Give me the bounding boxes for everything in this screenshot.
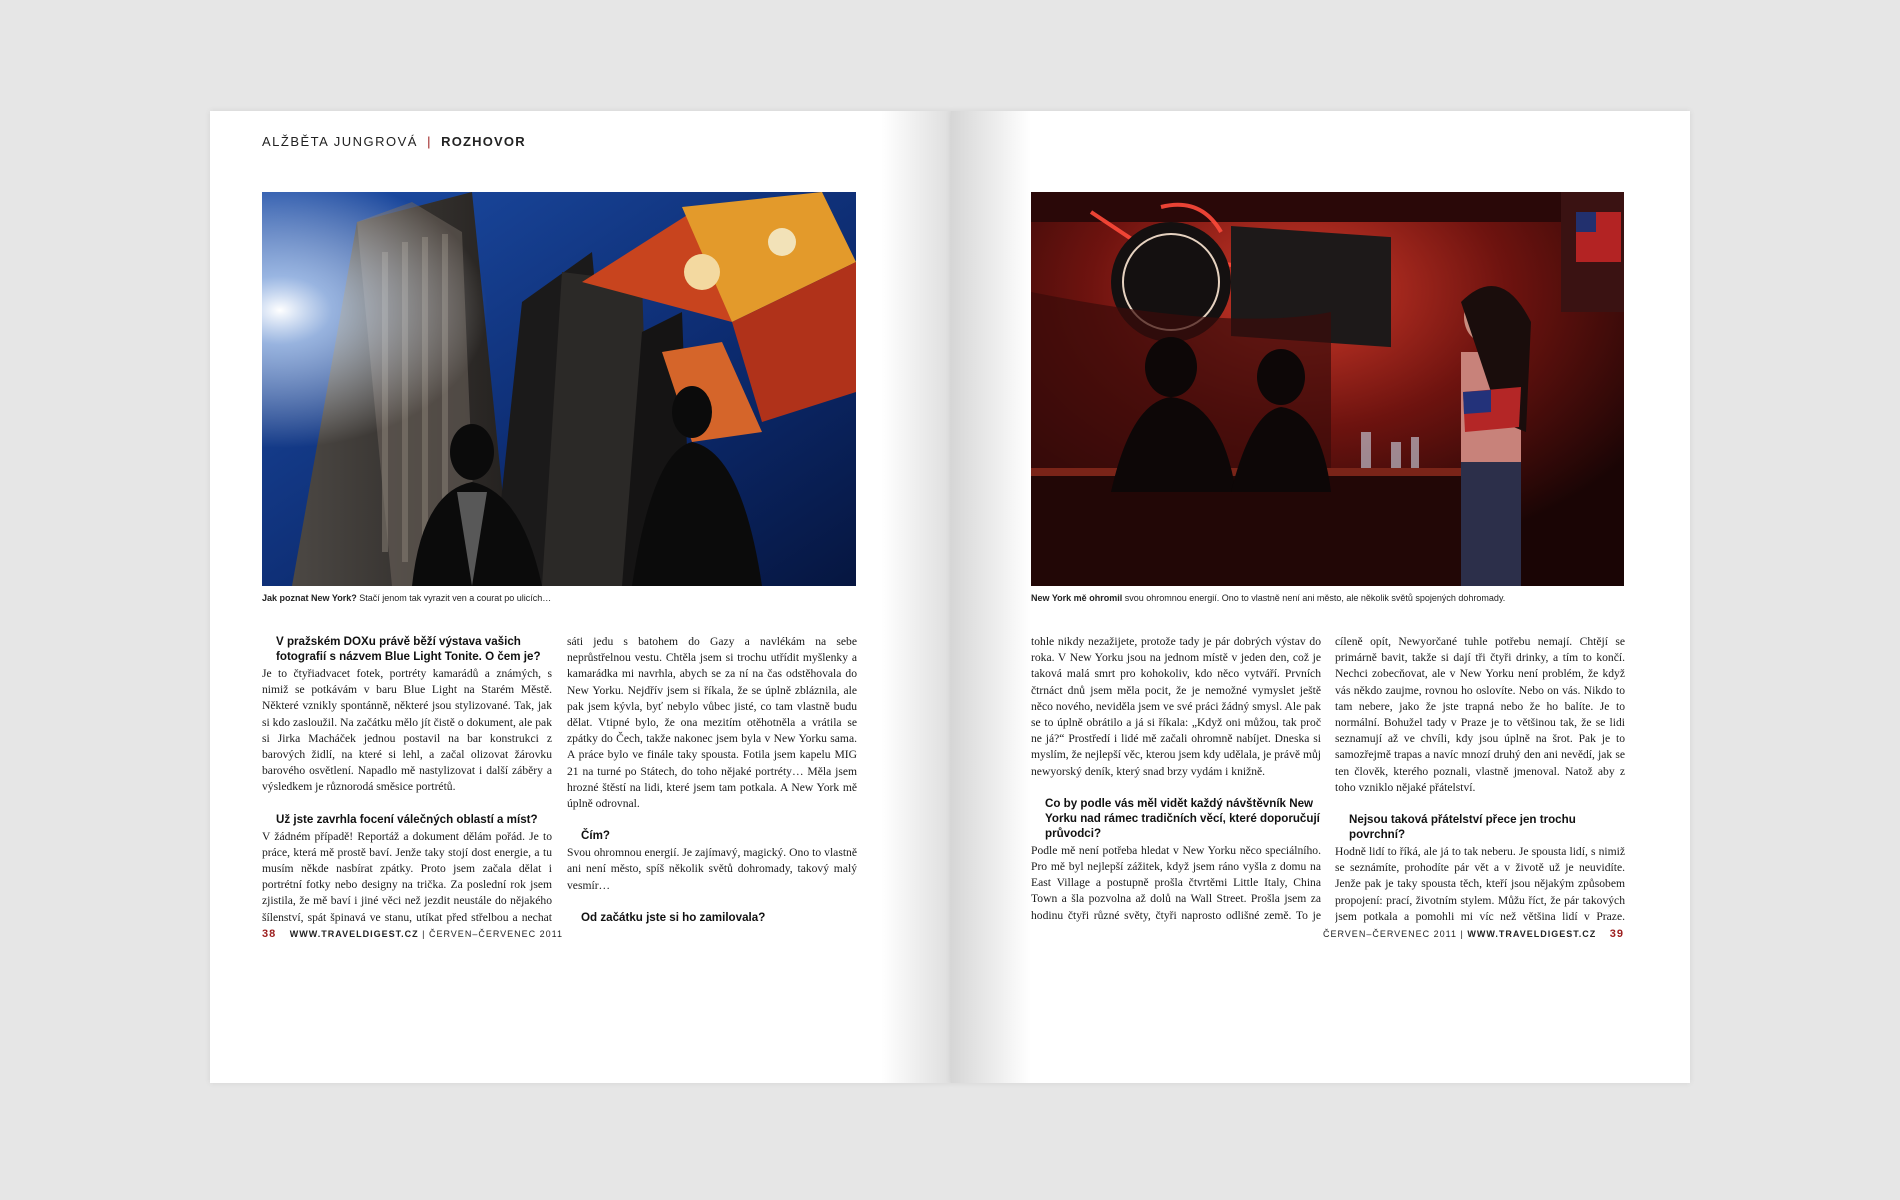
- text-column-2: [1335, 634, 1625, 924]
- interview-answer: sáti jedu s batohem do Gazy a navlékám na sebe neprůstřelnou vestu. Chtěla jsem si trochu utřídit myšlenky a kamarádka mi navrhla, abych se za ní na čas odstěhovala do New Yorku. Nejdřív jsem si říkala, že se úplně zbláznila, ale pak jsem kývla, byť nebylo vůbec jisté, co tam vlastně budu dělat. Vtipné bylo, že ona mezitím otěhotněla a vrátila se zpátky do Čech, takže nakonec jsem byla v New Yorku sama. A práce bylo ve finále taky spousta. Fotila jsem kapelu MIG 21 na turné po Státech, do toho nějaké portréty… Měla jsem hrozné štěstí na lidi, které jsem tam potkala. A New York mě úplně odrovnal.: [567, 635, 857, 811]
- page-number: 39: [1609, 928, 1624, 940]
- footer-separator: |: [422, 929, 426, 939]
- city-street-illustration: [262, 192, 856, 586]
- interview-answer: cíleně opít, Newyorčané tuhle potřebu nemají. Chtějí se primárně bavit, takže si dají tři čtyři drinky, a tím to končí. Nechci zobecňovat, ale v New Yorku není problém, že když vás někdo zaujme, rovnou ho oslovíte. Nebo on vás. Nikdo to tam nebere, jako že jste trapná nebo že ho balíte. Je to normální. Bohužel tady v Praze je to většinou tak, že se lidi seznamují až ve chvíli, kdy jsou úplně na šrot. Pak je to samozřejmě trapas a navíc mnozí druhý den ani nevědí, jak se ten člověk, kterého poznali, vlastně jmenoval. Natož aby z toho vzniklo nějaké přátelství.: [1335, 635, 1625, 794]
- text-column-1: [1031, 634, 1321, 924]
- left-page: [210, 111, 951, 1083]
- interview-answer: tohle nikdy nezažijete, protože tady je pár dobrých výstav do roka. V New Yorku jsou na jednom místě v jeden den, což je taková malá smrt pro kohokoliv, kdo něco vytváří. Prvních čtrnáct dnů jsem měla pocit, že je nemožné vymyslet ještě něco nového, neviděla jsem ve své práci žádný smysl. Ale pak se to úplně obrátilo a já si říkala: „Když oni můžou, tak proč ne já?“ Prostředí i lidé mě začali ohromně nabíjet. Dneska si myslím, že nejlepší věc, kterou jsem kdy udělala, je právě můj newyorský deník, který snad brzy vydám i knižně.: [1031, 635, 1321, 778]
- interview-question: V pražském DOXu právě běží výstava vašich fotografií s názvem Blue Light Tonite. O čem je?: [276, 635, 541, 663]
- text-column-2: [567, 634, 857, 924]
- interview-answer: Hodně lidí to říká, ale já to tak neberu. Je spousta lidí, s nimiž se seznámíte, prohodíte pár vět a v životě už je neuvidíte. Jenže pak je taky spousta těch, kteří jsou nějakým způsobem propojení: prací, životním stylem. Můžu říct, že pár takových jsem potkala a pomohli mi víc než většina lidí v Praze.: [1335, 845, 1625, 923]
- caption-text: Stačí jenom tak vyrazit ven a courat po ulicích…: [359, 593, 552, 603]
- right-page: [951, 111, 1690, 1083]
- running-head-separator: |: [427, 134, 432, 149]
- interview-question: Už jste zavrhla focení válečných oblastí a míst?: [276, 812, 538, 826]
- city-street-photo: [262, 192, 856, 586]
- section-name: ROZHOVOR: [441, 134, 526, 149]
- website-link[interactable]: WWW.TRAVELDIGEST.CZ: [1467, 929, 1597, 939]
- caption-lead: Jak poznat New York?: [262, 593, 357, 603]
- caption-lead: New York mě ohromil: [1031, 593, 1123, 603]
- page-footer: [1323, 928, 1624, 940]
- running-head: [262, 134, 526, 149]
- page-footer: [262, 928, 563, 940]
- photo-caption: [262, 593, 856, 603]
- text-column-1: [262, 634, 552, 924]
- interview-answer: Je to čtyřiadvacet fotek, portréty kamarádů a známých, s nimiž se potkávám v baru Blue Light na Starém Městě. Některé vznikly spontánně, některé jsou stylizované. Tak, jak si kdo zasloužil. Na začátku mělo jít čistě o dokument, ale pak si Jirka Macháček jednou postavil na bar konstrukci z barových židlí, na které si lehl, a začal olizovat žárovku barového osvětlení. Napadlo mě nastylizovat i další záběry a výsledkem je různorodá směsice portrétů.: [262, 667, 552, 794]
- footer-separator: |: [1460, 929, 1464, 939]
- photo-caption: [1031, 593, 1624, 603]
- caption-text: svou ohromnou energií. Ono to vlastně není ani město, ale několik světů spojených dohromady.: [1124, 593, 1506, 603]
- interview-answer: Podle mě není potřeba hledat v New Yorku něco speciálního. Pro mě byl nejlepší zážitek, když jsem ráno vyšla z domu na East Village a postupně prošla čtvrtěmi Little Italy, China Town a šla pozvolna až dolů na Wall Street. Prošla jsem za hodinu čtyři různé světy, čtyři naprosto odlišné země. To je: [1031, 843, 1321, 922]
- interview-question: Nejsou taková přátelství přece jen trochu povrchní?: [1349, 813, 1576, 842]
- interview-answer: V žádném případě! Reportáž a dokument dělám pořád. Je to práce, která mě prostě baví. Jenže taky stojí dost energie, a tu musím někde nasbírat zpátky. Proto jsem začala dělat i portrétní fotky nebo designy na trička. Za poslední rok jsem zjistila, že mě baví i jiné věci než jezdit neustále do nějakého šílenství, spát špinavá ve stanu, utíkat před střelbou a nechat: [262, 829, 552, 924]
- interview-answer: Svou ohromnou energií. Je zajímavý, magický. Ono to vlastně ani není město, spíš několik světů dohromady, takový malý vesmír…: [567, 846, 857, 892]
- interview-question: Od začátku jste si ho zamilovala?: [581, 910, 766, 924]
- issue-date: ČERVEN–ČERVENEC 2011: [428, 929, 564, 939]
- interview-question: Co by podle vás měl vidět každý návštěvník New Yorku nad rámec tradičních věcí, které doporučují průvodci?: [1045, 796, 1320, 840]
- issue-date: ČERVEN–ČERVENEC 2011: [1322, 929, 1458, 939]
- website-link[interactable]: WWW.TRAVELDIGEST.CZ: [289, 929, 419, 939]
- page-number: 38: [262, 928, 277, 940]
- bar-interior-illustration: [1031, 192, 1624, 586]
- author-name: ALŽBĚTA JUNGROVÁ: [262, 134, 418, 149]
- interview-question: Čím?: [581, 829, 610, 843]
- bar-interior-photo: [1031, 192, 1624, 586]
